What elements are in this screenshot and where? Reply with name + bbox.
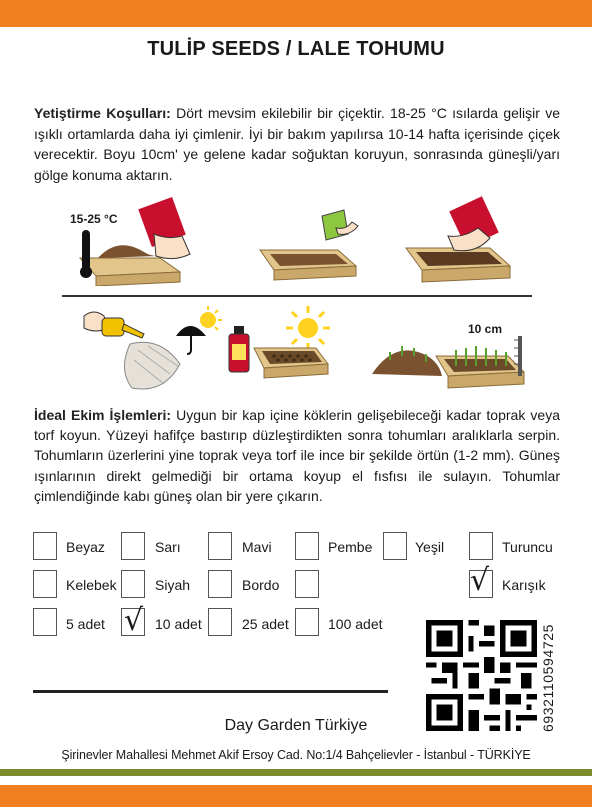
color-checkbox-turuncu[interactable]	[469, 532, 493, 560]
color-checkbox-siyah[interactable]	[121, 570, 145, 598]
color-label-pembe: Pembe	[328, 539, 373, 555]
count-checkbox-100[interactable]	[295, 608, 319, 636]
company-address: Şirinevler Mahallesi Mehmet Akif Ersoy Cad. No:1/4 Bahçelievler - İstanbul - TÜRKİYE	[61, 748, 531, 762]
fertilizer-bottle-icon	[226, 326, 252, 374]
color-checkbox-yesil[interactable]	[383, 532, 407, 560]
sowing-heading: İdeal Ekim İşlemleri:	[34, 407, 172, 423]
growing-conditions-paragraph	[34, 103, 560, 185]
company-name: Day Garden Türkiye	[224, 717, 368, 734]
seedling-tray-illustration	[250, 340, 330, 388]
umbrella-sun-icon	[174, 306, 224, 356]
count-label-25: 25 adet	[242, 616, 289, 632]
top-orange-band	[0, 0, 592, 27]
color-label-yesil: Yeşil	[415, 539, 445, 555]
qr-code[interactable]	[426, 620, 537, 731]
sowing-text: Uygun bir kap içine köklerin gelişebileceği kadar toprak veya torf koyun. Yüzeyi hafifçe bastırıp düzleştirdikten sonra tohumları aralıklarla serpin. Tohumların üzerlerini yine toprak veya torf ile ince bir şekilde örtün (1-2 mm). Güneş ışınlarının direkt gelmediği bir ortama koyup el fısfısı ile sulayın. Tohumlar çimlendiğinde kabı güneş olan bir yere çıkarın.	[34, 407, 560, 504]
color-label-bordo: Bordo	[242, 577, 280, 593]
top-white-stripe	[0, 27, 592, 30]
page-title: TULİP SEEDS / LALE TOHUMU	[147, 38, 445, 60]
sowing-paragraph	[34, 405, 560, 506]
color-checkbox-beyaz[interactable]	[33, 532, 57, 560]
temperature-label: 15-25 °C	[70, 212, 118, 226]
growing-conditions-text: Dört mevsim ekilebilir bir çiçektir. 18-25 °C ısılarda gelişir ve ışıklı ortamlarda daha iyi çimlenir. İyi bir bakım yapılırsa 10-14 hafta içerisinde çiçek verecektir. Boyu 10cm' ye gelene kadar soğuktan koruyun, sonrasında güneşli/yarı gölge konuma aktarın.	[34, 105, 560, 183]
step-1-illustration	[68, 196, 198, 286]
ten-adet-check-mark: √	[124, 603, 144, 638]
color-checkbox-pembe[interactable]	[295, 532, 319, 560]
bottom-olive-band	[0, 769, 592, 776]
color-checkbox-mavi[interactable]	[208, 532, 232, 560]
signature-line	[33, 690, 388, 693]
count-label-10: 10 adet	[155, 616, 202, 632]
color-label-turuncu: Turuncu	[502, 539, 553, 555]
grown-seedlings-tray-illustration	[432, 336, 532, 394]
growing-conditions-heading: Yetiştirme Koşulları:	[34, 105, 171, 121]
color-label-mavi: Mavi	[242, 539, 272, 555]
color-label-sari: Sarı	[155, 539, 181, 555]
color-checkbox-bordo[interactable]	[208, 570, 232, 598]
step-2-illustration	[252, 208, 362, 288]
color-checkbox-sari[interactable]	[121, 532, 145, 560]
color-label-kelebek: Kelebek	[66, 577, 117, 593]
karisik-check-mark: √	[470, 563, 490, 598]
color-checkbox-blank[interactable]	[295, 570, 319, 598]
count-checkbox-25[interactable]	[208, 608, 232, 636]
step-3-illustration	[398, 196, 528, 286]
illustration-divider	[62, 295, 532, 297]
count-checkbox-5[interactable]	[33, 608, 57, 636]
color-checkbox-kelebek[interactable]	[33, 570, 57, 598]
color-label-karisik: Karışık	[502, 577, 546, 593]
barcode-number: 6932110594725	[540, 624, 556, 732]
count-label-100: 100 adet	[328, 616, 383, 632]
bottom-orange-band	[0, 785, 592, 807]
height-label: 10 cm	[468, 322, 503, 336]
color-label-beyaz: Beyaz	[66, 539, 105, 555]
count-label-5: 5 adet	[66, 616, 105, 632]
watering-illustration	[78, 304, 188, 394]
color-label-siyah: Siyah	[155, 577, 191, 593]
